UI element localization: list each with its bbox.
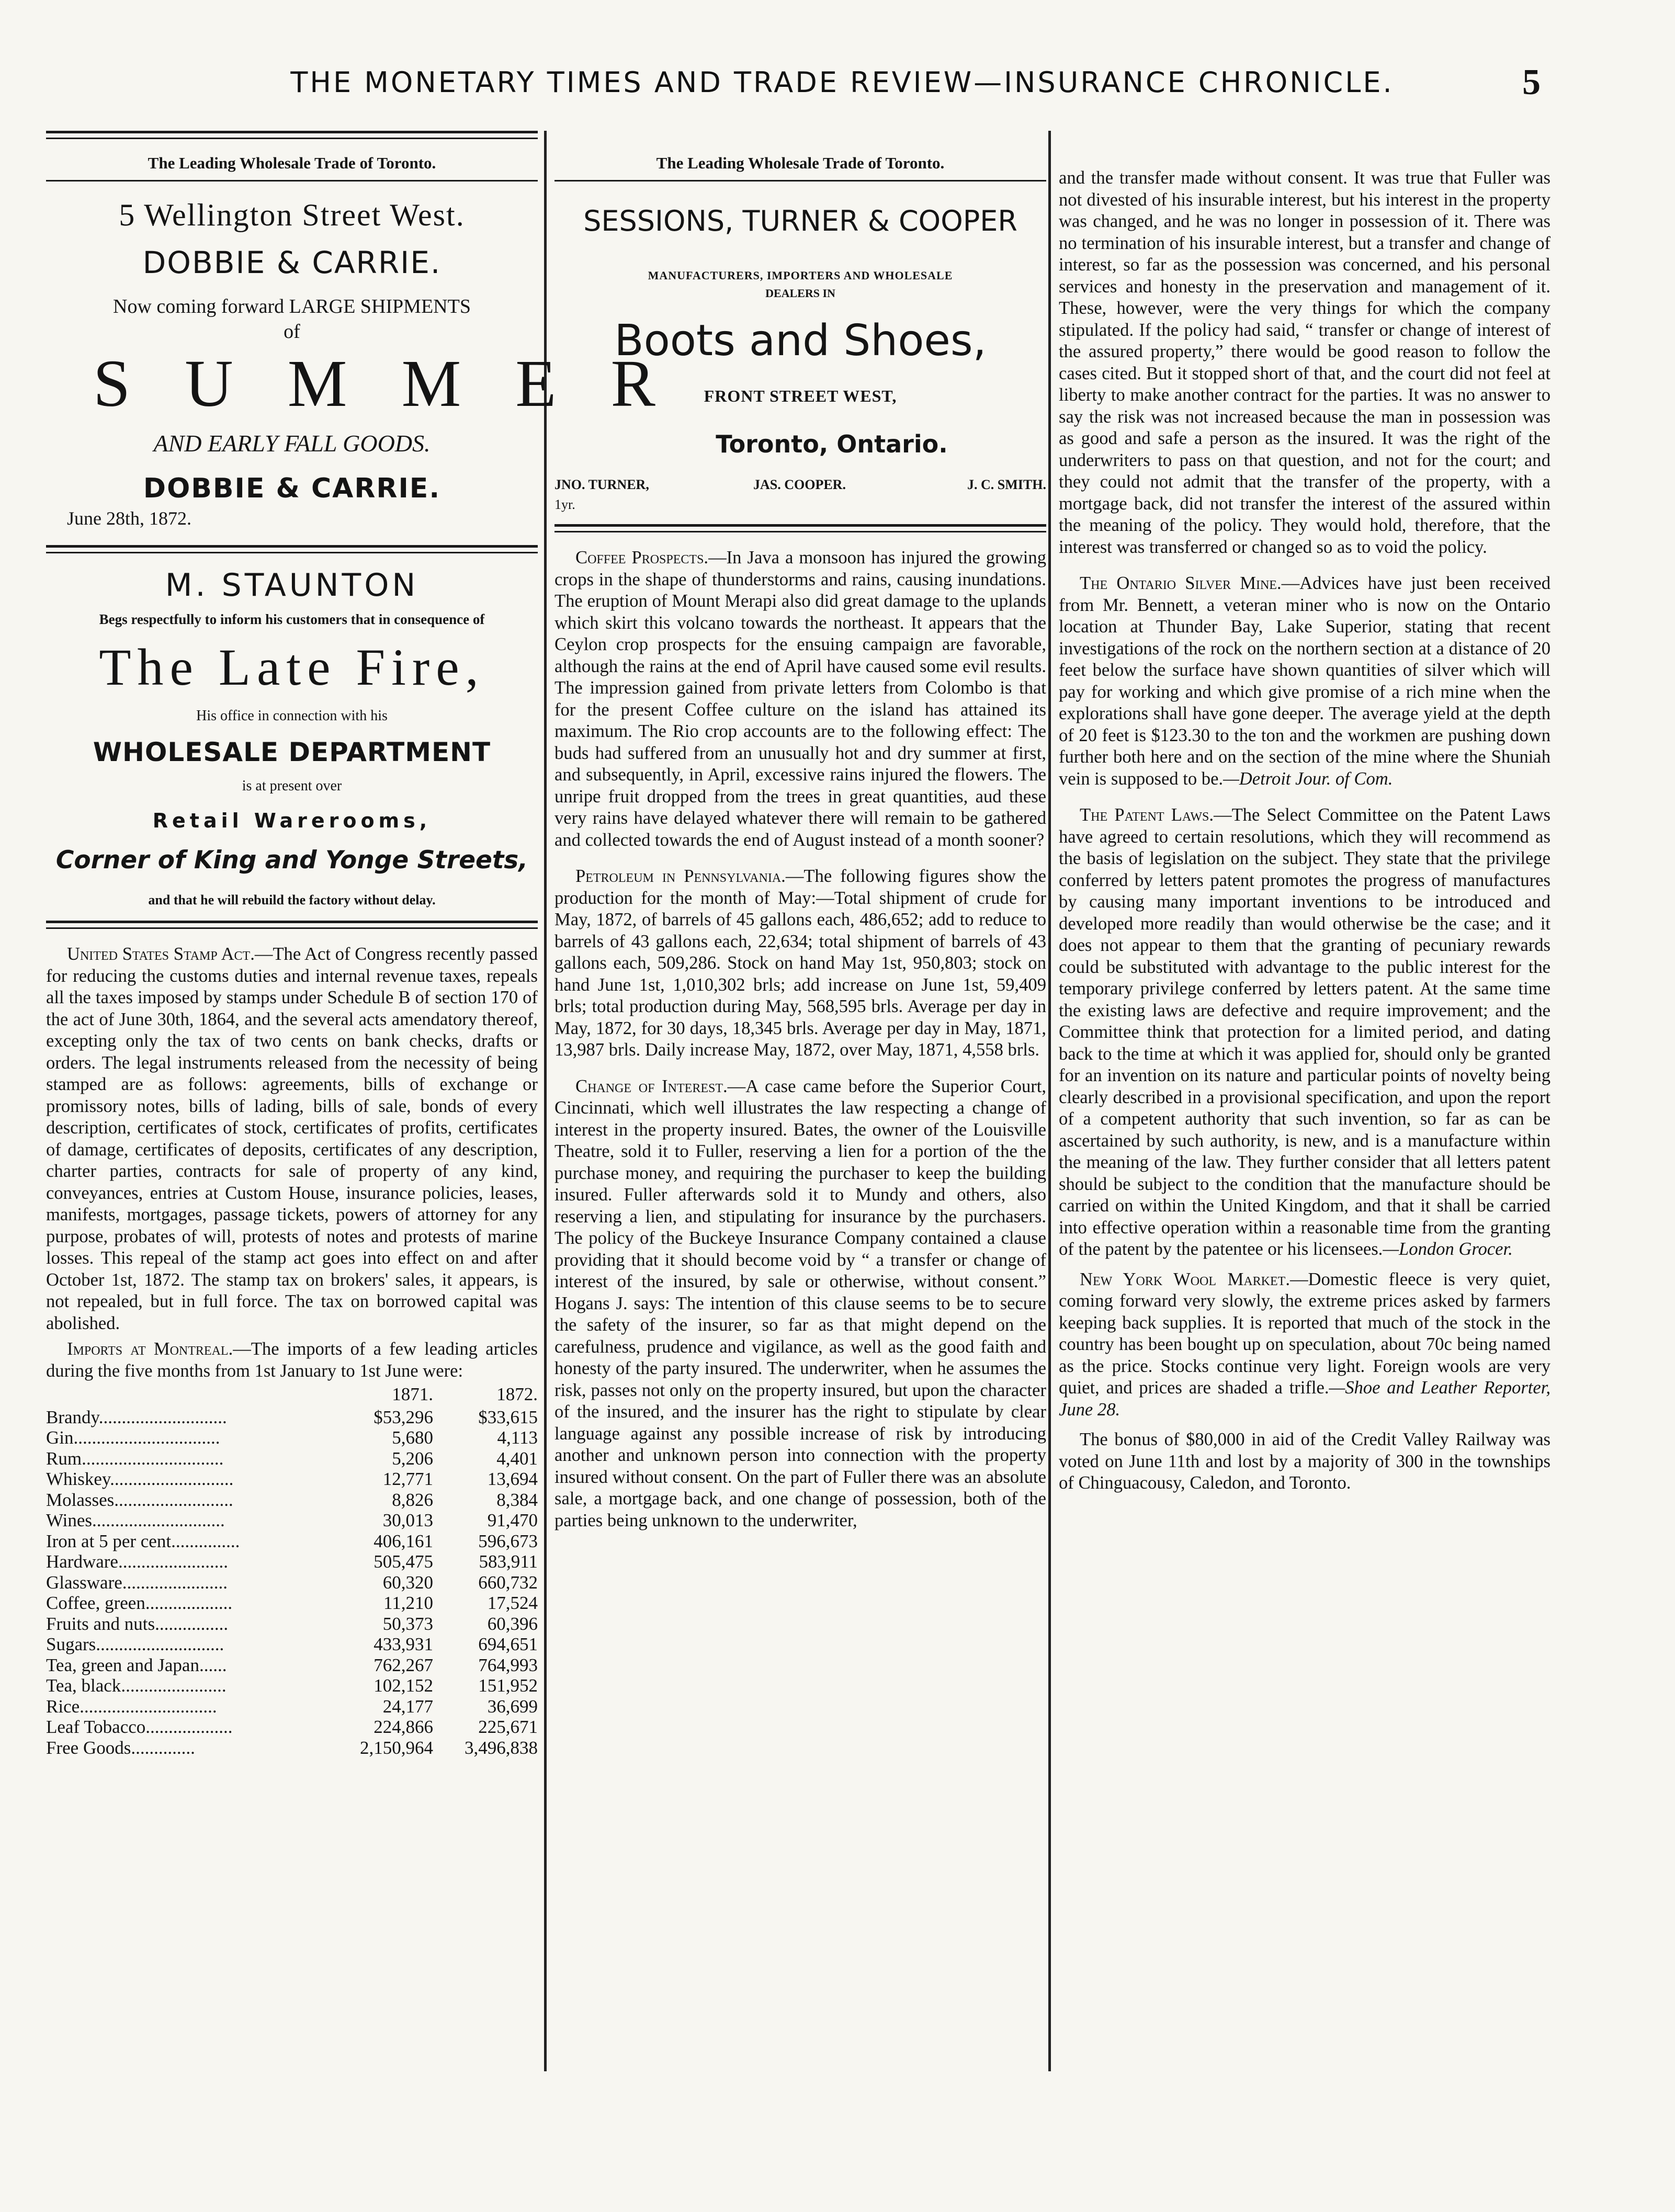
table-row — [46, 1593, 538, 1614]
import-value-1872: 596,673 — [478, 1530, 538, 1551]
import-item-name: Rice — [46, 1696, 80, 1717]
import-value-1872: 4,113 — [497, 1427, 538, 1448]
leader-dots: ............... — [171, 1530, 240, 1551]
sessions-turner-cooper-ad — [554, 205, 1046, 524]
divider — [46, 131, 538, 139]
import-value-1871: 102,152 — [374, 1675, 433, 1696]
table-header-1872: 1872. — [496, 1384, 538, 1404]
table-row — [46, 1572, 538, 1593]
import-value-1871: 2,150,964 — [360, 1737, 433, 1758]
leader-dots: ........................... — [110, 1469, 234, 1489]
leader-dots: ............................ — [96, 1634, 224, 1654]
import-item — [46, 1427, 329, 1448]
ad-subtitle: AND EARLY FALL GOODS. — [153, 430, 431, 457]
import-value-1871: 762,267 — [374, 1654, 433, 1675]
article-patent-laws — [1059, 804, 1550, 1261]
import-value-1872: 17,524 — [487, 1593, 538, 1613]
ad-big-title: The Late Fire, — [99, 638, 485, 696]
ad-big-word: SUMMER — [93, 346, 710, 421]
import-item-name: Leaf Tobacco — [46, 1717, 146, 1737]
import-value-1871: 30,013 — [382, 1510, 433, 1530]
article-wool-market — [1059, 1269, 1550, 1421]
imports-table-body — [46, 1407, 538, 1759]
article-change-of-interest-continued: and the transfer made without consent. It was true that Fuller was not divested of his insurable interest, but his interest in the property was changed, and he was no longer in possession of it. There was no termination of his insurable interest, but a transfer and change of interest, so far as the possession was concerned, and his personal services and honesty in the preservation and management of it. These, however, were the very things for which the company stipulated. If the policy had said, “ transfer or change of interest of the assured property,” there would be good reason to follow the cases cited. But it stopped short of that, and the court did not feel at liberty to make another contract for the parties. It was no answer to say the risk was not increased because the man in possession was as good and safe a person as the insured. It was the right of the underwriters to pass on that question, and not for the court; and they could not admit that the transfer of the property, with a mortgage back, did not transfer the interest of the assured within the meaning of the policy. They would hold, therefore, that the interest was transferred or changed so as to void the policy. — [1059, 168, 1550, 557]
table-row — [46, 1614, 538, 1635]
article-body: —Domestic fleece is very quiet, coming forward very slowly, the extreme prices asked by farmers keeping back supplies. It is reported that much of the stock in the country has been bought up on speculation, about 70c being named as the price. Stocks continue very light. Foreign wools are very quiet, and prices are shaded a trifle. — [1059, 1269, 1550, 1398]
ad-name: M. STAUNTON — [165, 567, 419, 604]
article-lead: New York Wool Market. — [1080, 1269, 1290, 1289]
divider — [46, 545, 538, 553]
import-item-name: Fruits and nuts — [46, 1613, 155, 1634]
ad-line: MANUFACTURERS, IMPORTERS AND WHOLESALE — [648, 269, 953, 282]
import-item — [46, 1655, 329, 1676]
import-item-name: Hardware — [46, 1551, 118, 1572]
import-item — [46, 1572, 329, 1593]
leader-dots: ................ — [155, 1613, 229, 1634]
article-lead: United States Stamp Act. — [67, 944, 255, 964]
leader-dots: ................................ — [73, 1427, 220, 1448]
article-lead: The Patent Laws. — [1080, 805, 1214, 825]
import-item — [46, 1407, 329, 1428]
import-value-1871: $53,296 — [374, 1406, 433, 1427]
import-item — [46, 1469, 329, 1490]
table-row — [46, 1675, 538, 1696]
leader-dots: ................... — [145, 1717, 233, 1737]
import-item — [46, 1738, 329, 1759]
import-item-name: Gin — [46, 1427, 74, 1448]
ad-warerooms: Retail Warerooms, — [152, 809, 432, 832]
table-row — [46, 1448, 538, 1469]
ad-partners — [554, 477, 1046, 524]
leader-dots: ...... — [199, 1654, 227, 1675]
divider — [554, 524, 1046, 532]
ad-firm-name: DOBBIE & CARRIE. — [142, 245, 442, 280]
leader-dots: .............................. — [80, 1696, 217, 1717]
table-row — [46, 1634, 538, 1655]
leader-dots: ............................... — [82, 1448, 224, 1469]
article-railway-bonus: The bonus of $80,000 in aid of the Credit Valley Railway was voted on June 11th and lost by a majority of 300 in the townships of Chinguacousy, Caledon, and Toronto. — [1059, 1430, 1550, 1493]
table-row — [46, 1531, 538, 1552]
import-item — [46, 1696, 329, 1717]
leader-dots: ............................. — [92, 1510, 225, 1530]
leader-dots: ................... — [145, 1593, 233, 1613]
leader-dots: .............. — [131, 1737, 195, 1758]
import-item-name: Brandy — [46, 1406, 99, 1427]
import-item — [46, 1717, 329, 1738]
imports-table — [46, 1384, 538, 1758]
import-value-1871: 224,866 — [374, 1717, 433, 1737]
ad-line: His office in connection with his — [196, 708, 388, 724]
article-body: —The Select Committee on the Patent Laws have agreed to certain resolutions, which they will recommend as the basis of legislation on the subject. They state that the privilege conferred by letters patent promotes the progress of manufactures by causing many important inventions to be introduced and developed more readily than would otherwise be the case; and it does not appear to them that the granting of pecuniary rewards could be substituted with advantage to the public interest for the temporary privilege conferred by letters patent. At the same time the existing laws are defective and require improvement; and the Committee think that protection for a limited period, and dating back to the time at which it was applied for, should only be granted for an invention on its nature and particular points of novelty being clearly described in a provisional specification, and upon the report of a competent authority that such invention, so far as can be ascertained by such authority, is new, and is a manufacture within the meaning of the law. They further consider that all letters patent should be subject to the condition that the manufacture should be carried on within the United Kingdom, and that it shall be carried into effective operation within a reasonable time from the granting of the patent by the patentee or his licensees. — [1059, 805, 1551, 1259]
table-row — [46, 1427, 538, 1448]
import-value-1872: 764,993 — [478, 1654, 538, 1675]
article-imports — [46, 1338, 538, 1382]
leader-dots: ........................ — [118, 1551, 228, 1572]
import-value-1871: 8,826 — [392, 1489, 433, 1510]
divider — [46, 180, 538, 182]
article-lead: Petroleum in Pennsylvania. — [575, 866, 786, 886]
article-source: —Detroit Jour. of Com. — [1223, 768, 1393, 789]
import-item-name: Rum — [46, 1448, 82, 1469]
import-item — [46, 1510, 329, 1531]
import-value-1871: 60,320 — [382, 1572, 433, 1593]
ad-address: 5 Wellington Street West. — [119, 198, 465, 232]
ad-corner: Corner of King and Yonge Streets, — [55, 846, 528, 875]
import-item — [46, 1531, 329, 1552]
page-header — [0, 62, 1675, 109]
import-item — [46, 1448, 329, 1469]
import-value-1871: 5,680 — [392, 1427, 433, 1448]
ad-line: Now coming forward LARGE SHIPMENTS — [113, 296, 471, 317]
article-lead: The Ontario Silver Mine. — [1080, 573, 1282, 593]
partner-name: JNO. TURNER, — [554, 477, 649, 492]
import-item-name: Wines — [46, 1510, 93, 1530]
divider — [554, 180, 1046, 182]
import-item-name: Free Goods — [46, 1737, 131, 1758]
import-item-name: Sugars — [46, 1634, 96, 1654]
ad-date: June 28th, 1872. — [67, 508, 191, 529]
article-body: —The Act of Congress recently passed for reducing the customs duties and internal revenue taxes, repeals all the taxes imposed by stamps under Schedule B of section 170 of the act of June 30th, 1864, and the several acts amendatory thereof, excepting only the tax of two cents on bank checks, drafts or orders. The legal instruments released from the necessity of being stamped are as follows: agreements, bills of exchange or promissory notes, bills of lading, bills of sale, bonds of every description, certificates of stock, certificates of profits, certificates of damage, certificates of deposits, certificates of any description, charter parties, contracts for sale of property of any kind, conveyances, entries at Custom House, insurance policies, leases, manifests, mortgages, passage tickets, powers of attorney for any purpose, probates of will, protests of notes and protests of marine losses. This repeal of the stamp act goes into effect on and after October 1st, 1872. The stamp tax on brokers' sales, it appears, is not repealed, but in full force. The tax on borrowed capital was abolished. — [46, 944, 538, 1333]
import-value-1872: 660,732 — [478, 1572, 538, 1593]
import-value-1872: 583,911 — [479, 1551, 538, 1572]
article-lead: Coffee Prospects. — [575, 548, 709, 568]
table-row — [46, 1717, 538, 1738]
ad-line: is at present over — [242, 778, 342, 794]
article-body: —The imports of a few leading articles during the five months from 1st January to 1st June were: — [46, 1339, 538, 1381]
article-silver-mine — [1059, 573, 1550, 790]
import-item-name: Whiskey — [46, 1469, 110, 1489]
ad-big: Boots and Shoes, — [614, 316, 987, 366]
import-value-1871: 406,161 — [374, 1530, 433, 1551]
ad-term: 1yr. — [554, 497, 575, 512]
page-title: THE MONETARY TIMES AND TRADE REVIEW—INSURANCE CHRONICLE. — [290, 66, 1394, 99]
staunton-ad — [46, 567, 538, 908]
import-value-1872: 4,401 — [496, 1448, 538, 1469]
import-value-1872: 13,694 — [487, 1469, 538, 1489]
import-value-1871: 24,177 — [382, 1696, 433, 1717]
import-value-1871: 11,210 — [383, 1593, 433, 1613]
table-row — [46, 1407, 538, 1428]
ad-street: FRONT STREET WEST, — [704, 387, 897, 405]
table-row — [46, 1510, 538, 1531]
import-value-1871: 50,373 — [382, 1613, 433, 1634]
import-item — [46, 1593, 329, 1614]
import-item-name: Tea, black — [46, 1675, 121, 1696]
leader-dots: ............................ — [98, 1406, 227, 1427]
import-item-name: Iron at 5 per cent — [46, 1530, 172, 1551]
ad-heading: The Leading Wholesale Trade of Toronto. — [656, 154, 945, 172]
import-value-1871: 12,771 — [382, 1469, 433, 1489]
partner-name: JAS. COOPER. — [753, 477, 846, 492]
import-item — [46, 1551, 329, 1572]
import-item-name: Coffee, green — [46, 1593, 145, 1613]
column-rule-right — [1048, 131, 1051, 2071]
ad-line: of — [284, 321, 300, 343]
article-body: —Advices have just been received from Mr. Bennett, a veteran miner who is now on the Ontario location at Thunder Bay, Lake Superior, stating that recent investigations of the rock on the northern section at a distance of 20 feet below the surface have shown quantities of silver which will pay for working and which give promise of a rich mine when the explorations shall have gone deeper. The average yield at the depth of 20 feet is $123.30 to the ton and the workmen are pushing down further both here and on the section of the mine where the Shuniah vein is supposed to be. — [1059, 573, 1550, 789]
table-row — [46, 1490, 538, 1511]
ad-heading: The Leading Wholesale Trade of Toronto. — [148, 154, 436, 172]
ad-firm-name: SESSIONS, TURNER & COOPER — [583, 205, 1017, 237]
import-value-1872: 225,671 — [478, 1717, 538, 1737]
leader-dots: ....................... — [122, 1572, 228, 1593]
ad-line: and that he will rebuild the factory without delay. — [148, 892, 436, 908]
table-row — [46, 1551, 538, 1572]
article-body: —In Java a monsoon has injured the growing crops in the shape of thunderstorms and rains, causing inundations. The eruption of Mount Merapi also did great damage to the uplands which skirt this volcano towards the northeast. It appears that the Ceylon crop prospects for the ensuing campaign are favorable, although the rains at the end of April have caused some evil results. The impression gained from private letters from Colombo is that for the present Coffee culture on the island has attained its maximum. The Rio crop accounts are to the following effect: The buds had suffered from an unusually hot and dry summer at first, and subsequently, in April, excessive rains injured the flowers. The unripe fruit dropped from the trees in great quantities, aud these very rains have delayed whatever there will remain to be gathered and collected towards the end of August instead of a month sooner? — [554, 548, 1046, 850]
ad-line: DEALERS IN — [765, 287, 835, 300]
page-number: 5 — [1522, 62, 1541, 103]
import-value-1871: 433,931 — [374, 1634, 433, 1654]
import-value-1872: 8,384 — [496, 1489, 538, 1510]
import-value-1871: 505,475 — [374, 1551, 433, 1572]
leader-dots: ....................... — [121, 1675, 227, 1696]
import-item-name: Molasses — [46, 1489, 115, 1510]
table-header-spacer — [46, 1384, 329, 1407]
table-header-row — [46, 1384, 538, 1407]
article-lead: Imports at Montreal. — [67, 1339, 233, 1359]
import-item — [46, 1490, 329, 1511]
table-header-1871: 1871. — [392, 1384, 433, 1404]
article-body: —A case came before the Superior Court, Cincinnati, which well illustrates the law respecting a change of interest in the property insured. Bates, the owner of the Louisville Theatre, sold it to Fuller, reserving a lien for a portion of the the purchase money, and requiring the purchaser to keep the building insured. Fuller afterwards sold it to Mundy and others, also reserving a lien, and stipulating for insurance by the purchasers. The policy of the Buckeye Insurance Company contained a clause providing that it should become void by “ a transfer or change of interest of the insured, by sale or otherwise, without consent.” Hogans J. says: The intention of this clause seems to be to secure the safety of the insurer, so far as that might depend on the carefulness, prudence and vigilance, as well as the good faith and honesty of the party insured. The underwriter, when he assumes the risk, passes not only on the property insured, but upon the character of the insured, and the insurer has the right to stipulate by clear language against any possible increase of risk by introducing another and unknown person into connection with the property insured without consent. On the part of Fuller there was an absolute sale, a mortgage back, and one change of possession, both of the parties being unknown to the underwriter, — [554, 1076, 1046, 1530]
table-row — [46, 1469, 538, 1490]
table-row — [46, 1738, 538, 1759]
import-value-1872: 60,396 — [487, 1613, 538, 1634]
article-source: —London Grocer. — [1383, 1239, 1513, 1259]
import-value-1872: 36,699 — [487, 1696, 538, 1717]
import-item-name: Tea, green and Japan — [46, 1654, 199, 1675]
table-row — [46, 1655, 538, 1676]
import-value-1872: 91,470 — [487, 1510, 538, 1530]
partner-name: J. C. SMITH. — [967, 477, 1046, 492]
article-coffee — [554, 547, 1046, 851]
article-lead: Change of Interest. — [575, 1076, 728, 1096]
import-item — [46, 1634, 329, 1655]
leader-dots: .......................... — [114, 1489, 233, 1510]
article-stamp-act — [46, 944, 538, 1334]
divider — [46, 921, 538, 929]
column-3 — [1059, 131, 1550, 1494]
column-2 — [554, 131, 1046, 1532]
table-row — [46, 1696, 538, 1717]
import-value-1871: 5,206 — [392, 1448, 433, 1469]
ad-firm-name-repeat: DOBBIE & CARRIE. — [143, 473, 441, 504]
import-value-1872: $33,615 — [478, 1406, 538, 1427]
import-item-name: Glassware — [46, 1572, 122, 1593]
import-value-1872: 3,496,838 — [465, 1737, 538, 1758]
article-change-of-interest — [554, 1076, 1046, 1532]
article-body: —The following figures show the production for the month of May:—Total shipment of crude for May, 1872, of barrels of 45 gallons each, 486,652; add to reduce to barrels of 43 gallons each, 22,634; total shipment of barrels of 43 gallons each, 509,286. Stock on hand May 1st, 950,803; stock on hand June 1st, 1,010,302 brls; add increase on June 1st, 59,409 brls; total production during May, 568,595 brls. Average per day in May, 1872, for 30 days, 18,345 brls. Average per day in May, 1871, 13,987 brls. Daily increase May, 1872, over May, 1871, 4,558 brls. — [554, 866, 1046, 1060]
import-item — [46, 1675, 329, 1696]
ad-line: Begs respectfully to inform his customers that in consequence of — [99, 611, 485, 627]
import-value-1872: 151,952 — [478, 1675, 538, 1696]
import-value-1872: 694,651 — [478, 1634, 538, 1654]
article-petroleum — [554, 866, 1046, 1061]
import-item — [46, 1614, 329, 1635]
ad-department: WHOLESALE DEPARTMENT — [93, 737, 491, 767]
article-source: —Shoe and Leather Reporter, June 28. — [1059, 1378, 1550, 1420]
ad-city: Toronto, Ontario. — [716, 430, 948, 458]
